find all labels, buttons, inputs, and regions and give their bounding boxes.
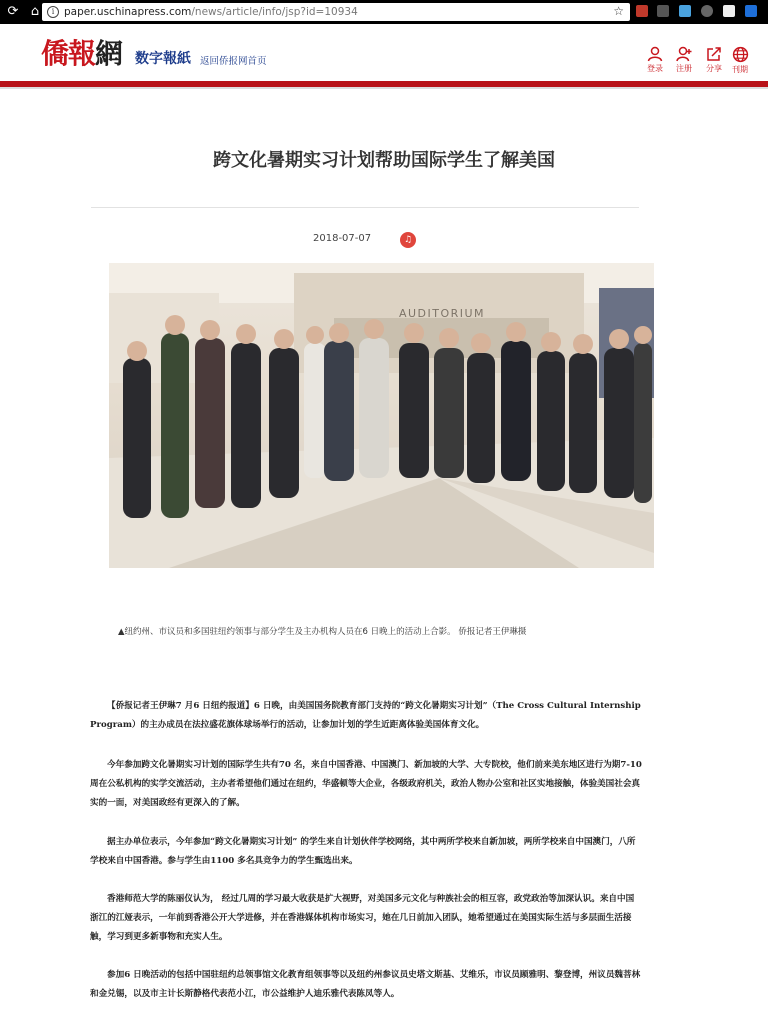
article-paragraph: 香港师范大学的陈丽仪认为， 经过几周的学习最大收获是扩大视野，对美国多元文化与种族社会的相互容，政党政治等加深认识。来自中国浙江的江娅表示，一年前到香港公开大学进修，并在香港媒体机构市场实习，她在几日前加入团队，她希望通过在美国实际生活与多层面生活接触，学习到更多新事物和充实人生。 xyxy=(90,894,635,942)
share-icon xyxy=(706,46,722,62)
address-bar[interactable] xyxy=(42,3,630,21)
bookmark-star-icon[interactable]: ☆ xyxy=(613,4,624,18)
login-button[interactable] xyxy=(640,46,670,74)
digital-paper-label: 数字報紙 xyxy=(135,51,191,67)
register-button[interactable] xyxy=(669,46,699,74)
article-paragraph: 参加6 日晚活动的包括中国驻纽约总领事馆文化教育组领事等以及纽约州参议员史塔文斯基、艾维乐，市议员顾雅明、黎登博，州议员魏菩林和金兑锡，以及市主计长斯静格代表范小江，市公益维护人迪乐雅代表陈凤等人。 xyxy=(90,970,641,999)
extension-dark-icon[interactable] xyxy=(701,5,713,17)
auditorium-sign: AUDITORIUM xyxy=(398,307,486,320)
extension-cloud-icon[interactable] xyxy=(679,5,691,17)
headphones-icon: ♫ xyxy=(403,235,413,245)
article-photo xyxy=(109,263,654,568)
extension-audio-icon[interactable] xyxy=(657,5,669,17)
share-label: 分享 xyxy=(706,64,722,73)
site-header xyxy=(0,24,768,82)
home-icon[interactable]: ⌂ xyxy=(30,4,40,19)
article-paragraph: 据主办单位表示，今年参加“跨文化暑期实习计划” 的学生来自计划伙伴学校网络，其中两所学校来自新加坡，两所学校来自中国澳门，八所学校来自中国香港。参与学生由1100 多名具竞争力的学生甄选出来。 xyxy=(90,837,636,866)
user-icon xyxy=(647,46,663,62)
globe-icon xyxy=(732,46,749,63)
article-date: 2018-07-07 xyxy=(313,233,372,244)
site-logo[interactable]: 僑報網 xyxy=(41,37,123,70)
add-user-icon xyxy=(676,46,692,62)
issue-label: 刊期 xyxy=(732,65,748,74)
article-paragraph: 今年参加跨文化暑期实习计划的国际学生共有70 名，来自中国香港、中国澳门、新加坡的大学、大专院校，他们前来美东地区进行为期7-10 周在公私机构的实学交流活动，主办者希望他们通过在纽约，华盛顿等大企业，各级政府机关，政治人物办公室和社区实地接触，体验美国社会真实的一面，对美国政经有更深入的了解。 xyxy=(90,760,642,808)
back-home-link[interactable]: 返回侨报网首页 xyxy=(200,56,267,67)
photo-caption: ▲纽约州、市议员和多国驻纽约领事与部分学生及主办机构人员在6 日晚上的活动上合影。 侨报记者王伊琳摄 xyxy=(118,627,527,637)
reload-icon[interactable]: ⟳ xyxy=(7,4,19,19)
article-paragraph: 【侨报记者王伊琳7 月6 日纽约报道】6 日晚，由美国国务院教育部门支持的“跨文化暑期实习计划”（The Cross Cultural Internship Program）的主办成员在法拉盛花旗体球场举行的活动，让参加计划的学生近距离体验美国体育文化。 xyxy=(90,701,641,730)
login-label: 登录 xyxy=(647,64,663,73)
extension-pdf-icon[interactable] xyxy=(636,5,648,17)
browser-toolbar xyxy=(0,0,768,24)
extension-white-icon[interactable] xyxy=(723,5,735,17)
group-photo-illustration xyxy=(109,263,654,568)
extension-shield-icon[interactable] xyxy=(745,5,757,17)
info-icon[interactable]: i xyxy=(47,6,59,18)
header-divider-bar xyxy=(0,81,768,87)
title-divider xyxy=(91,207,639,208)
register-label: 注册 xyxy=(676,64,692,73)
audio-play-button[interactable] xyxy=(400,232,416,248)
issue-button[interactable] xyxy=(725,46,755,75)
article-title: 跨文化暑期实习计划帮助国际学生了解美国 xyxy=(213,150,555,171)
address-url[interactable]: paper.uschinapress.com/news/article/info/jsp?id=10934 xyxy=(64,6,358,18)
